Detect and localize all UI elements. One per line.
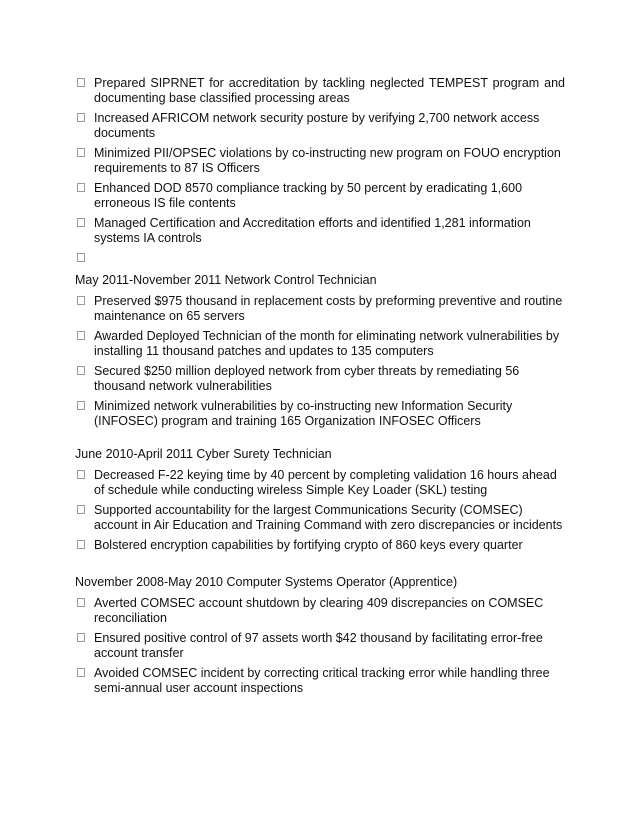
section-network-control-technician: [75, 273, 565, 434]
list-item: [75, 251, 565, 266]
bullet-box-icon: [77, 470, 85, 479]
bullet-box-icon: [77, 218, 85, 227]
bullet-box-icon: [77, 505, 85, 514]
section-heading: June 2010-April 2011 Cyber Surety Technician: [75, 447, 332, 461]
bullet-box-icon: [77, 598, 85, 607]
bullet-box-icon: [77, 113, 85, 122]
bullet-box-icon: [77, 253, 85, 262]
bullet-box-icon: [77, 296, 85, 305]
list-item: Decreased F-22 keying time by 40 percent by completing validation 16 hours ahead of schedule while conducting wireless Simple Key Loader (SKL) testing: [75, 468, 565, 498]
list-item: Awarded Deployed Technician of the month for eliminating network vulnerabilities by installing 11 thousand patches and updates to 135 computers: [75, 329, 565, 359]
section-heading: May 2011-November 2011 Network Control Technician: [75, 273, 377, 287]
bullet-box-icon: [77, 668, 85, 677]
list-item: Avoided COMSEC incident by correcting critical tracking error while handling three semi-annual user account inspections: [75, 666, 565, 696]
bullet-box-icon: [77, 401, 85, 410]
list-item: Preserved $975 thousand in replacement costs by preforming preventive and routine maintenance on 65 servers: [75, 294, 565, 324]
bullet-box-icon: [77, 183, 85, 192]
section-computer-systems-operator: [75, 575, 565, 701]
list-item: Secured $250 million deployed network from cyber threats by remediating 56 thousand network vulnerabilities: [75, 364, 565, 394]
section-heading: November 2008-May 2010 Computer Systems Operator (Apprentice): [75, 575, 458, 589]
list-item: Prepared SIPRNET for accreditation by tackling neglected TEMPEST program and documenting base classified processing areas: [75, 76, 565, 106]
bullet-list: [75, 76, 565, 266]
list-item: Minimized network vulnerabilities by co-instructing new Information Security (INFOSEC) program and training 165 Organization INFOSEC Officers: [75, 399, 565, 429]
bullet-box-icon: [77, 331, 85, 340]
bullet-box-icon: [77, 148, 85, 157]
section-continued: [75, 76, 565, 271]
list-item: Enhanced DOD 8570 compliance tracking by 50 percent by eradicating 1,600 erroneous IS file contents: [75, 181, 565, 211]
list-item: Increased AFRICOM network security posture by verifying 2,700 network access documents: [75, 111, 565, 141]
list-item: Ensured positive control of 97 assets worth $42 thousand by facilitating error-free account transfer: [75, 631, 565, 661]
bullet-box-icon: [77, 78, 85, 87]
bullet-list: [75, 294, 565, 429]
bullet-list: [75, 596, 565, 696]
list-item: Managed Certification and Accreditation efforts and identified 1,281 information systems IA controls: [75, 216, 565, 246]
bullet-box-icon: [77, 540, 85, 549]
list-item: Minimized PII/OPSEC violations by co-instructing new program on FOUO encryption requirements to 87 IS Officers: [75, 146, 565, 176]
bullet-box-icon: [77, 366, 85, 375]
bullet-box-icon: [77, 633, 85, 642]
list-item: Averted COMSEC account shutdown by clearing 409 discrepancies on COMSEC reconciliation: [75, 596, 565, 626]
section-cyber-surety-technician: [75, 447, 565, 558]
list-item: Supported accountability for the largest Communications Security (COMSEC) account in Air Education and Training Command with zero discrepancies or incidents: [75, 503, 565, 533]
list-item: Bolstered encryption capabilities by fortifying crypto of 860 keys every quarter: [75, 538, 565, 553]
bullet-list: [75, 468, 565, 553]
